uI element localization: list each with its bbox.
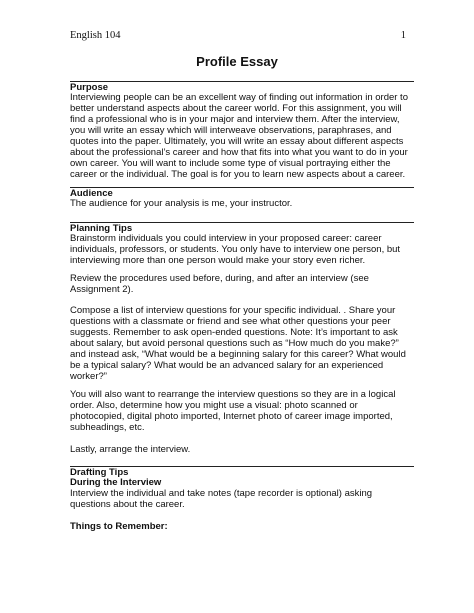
subheading-during-interview: During the Interview	[70, 477, 162, 488]
audience-line: The audience for your analysis is me, your instructor.	[70, 198, 293, 209]
purpose-line: career or the individual. The goal is for you to learn new aspects about a career.	[70, 169, 406, 180]
planning-line: Brainstorm individuals you could interview in your proposed career: career	[70, 233, 382, 244]
planning-line: be a typical salary? What would be an advanced salary for an experienced	[70, 360, 384, 371]
subheading-things-to-remember: Things to Remember:	[70, 521, 168, 532]
section-heading-drafting: Drafting Tips	[70, 466, 414, 478]
planning-line: Assignment 2).	[70, 284, 134, 295]
purpose-paragraph	[70, 92, 410, 180]
planning-line: worker?”	[70, 371, 107, 382]
planning-line: suggests. Remember to ask open-ended questions. Note: It’s important to ask	[70, 327, 398, 338]
planning-line: You will also want to rearrange the interview questions so they are in a logical	[70, 389, 396, 400]
purpose-line: quotes into the paper. Ultimately, you will write an essay about different aspects	[70, 136, 404, 147]
purpose-line: own career. You will want to include some type of visual portraying either the	[70, 158, 391, 169]
course-name: English 104	[70, 30, 121, 41]
planning-paragraph-5	[70, 444, 410, 455]
planning-line: interviewing more than one person would make your story even richer.	[70, 255, 366, 266]
running-header	[70, 30, 406, 44]
planning-line: questions with a classmate or friend and see what other questions your peer	[70, 316, 391, 327]
purpose-line: Interviewing people can be an excellent way of finding out information in order to	[70, 92, 408, 103]
planning-line: photocopied, digital photo imported, Internet photo of career image imported,	[70, 411, 393, 422]
drafting-line: Interview the individual and take notes (tape recorder is optional) asking	[70, 488, 373, 499]
planning-line: subheadings, etc.	[70, 422, 145, 433]
audience-paragraph	[70, 198, 410, 209]
purpose-line: better understand aspects about the career world. For this assignment, you will	[70, 103, 402, 114]
planning-line: about salary, but avoid personal questions such as “How much do you make?”	[70, 338, 399, 349]
planning-line: Lastly, arrange the interview.	[70, 444, 191, 455]
section-heading-planning: Planning Tips	[70, 222, 414, 234]
purpose-line: find a professional who is in your major and interview them. After the interview,	[70, 114, 400, 125]
planning-paragraph-3	[70, 305, 410, 382]
planning-line: Review the procedures used before, during, and after an interview (see	[70, 273, 369, 284]
page-number: 1	[400, 30, 406, 41]
planning-paragraph-2	[70, 273, 410, 295]
drafting-paragraph	[70, 488, 410, 510]
purpose-line: you will write an essay which will interweave observations, paraphrases, and	[70, 125, 392, 136]
planning-line: individuals, professors, or students. You only have to interview one person, but	[70, 244, 401, 255]
page-title: Profile Essay	[196, 54, 278, 69]
drafting-line: questions about the career.	[70, 499, 185, 510]
planning-line: Compose a list of interview questions for your specific individual. . Share your	[70, 305, 396, 316]
planning-line: order. Also, determine how you might use a visual: photo scanned or	[70, 400, 358, 411]
planning-paragraph-1	[70, 233, 410, 266]
section-heading-purpose: Purpose	[70, 81, 414, 93]
planning-paragraph-4	[70, 389, 410, 433]
planning-line: and instead ask, “What would be a beginning salary for this career? What would	[70, 349, 406, 360]
purpose-line: about the professional’s career and how that fits into what you want to do in your	[70, 147, 408, 158]
section-heading-audience: Audience	[70, 187, 414, 199]
